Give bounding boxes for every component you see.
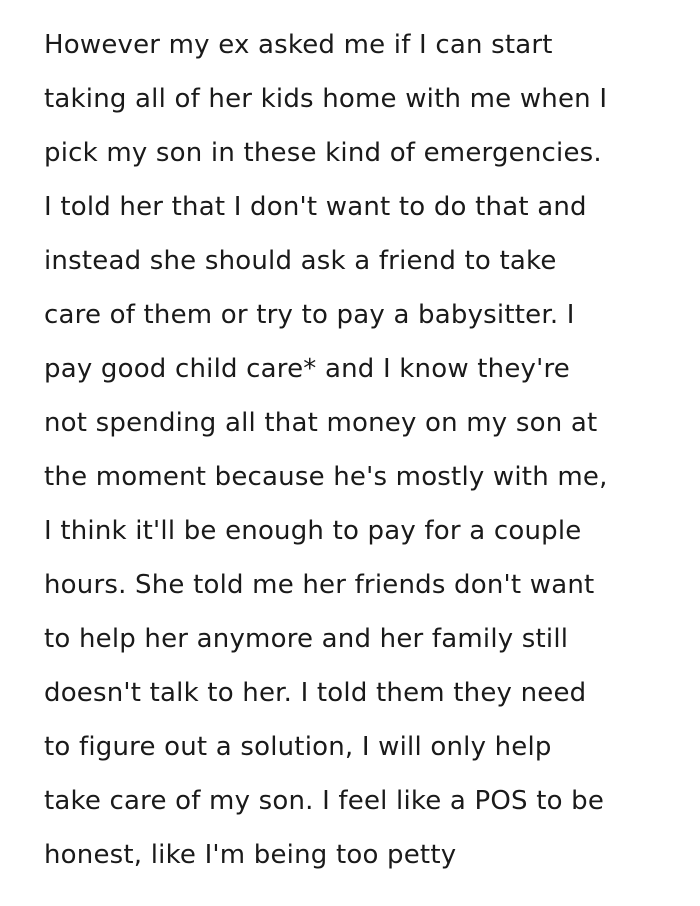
post-text-line: However my ex asked me if I can start <box>44 30 553 60</box>
post-text-line: the moment because he's mostly with me, <box>44 462 608 492</box>
post-text-block <box>44 18 684 882</box>
post-text-line: instead she should ask a friend to take <box>44 246 557 276</box>
post-text-line: care of them or try to pay a babysitter. I <box>44 300 575 330</box>
post-text-line: I think it'll be enough to pay for a couple <box>44 516 582 546</box>
post-text-line: not spending all that money on my son at <box>44 408 598 438</box>
post-text-line: pick my son in these kind of emergencies. <box>44 138 602 168</box>
post-text-line: take care of my son. I feel like a POS to be <box>44 786 605 816</box>
post-text-line: pay good child care* and I know they're <box>44 354 570 384</box>
post-text-line: hours. She told me her friends don't want <box>44 570 595 600</box>
post-text-line: doesn't talk to her. I told them they need <box>44 678 587 708</box>
post-text-line: to figure out a solution, I will only help <box>44 732 552 762</box>
post-text-line: honest, like I'm being too petty <box>44 840 457 870</box>
post-text-line: taking all of her kids home with me when I <box>44 84 608 114</box>
post-text-line: to help her anymore and her family still <box>44 624 569 654</box>
post-text-line: I told her that I don't want to do that and <box>44 192 587 222</box>
